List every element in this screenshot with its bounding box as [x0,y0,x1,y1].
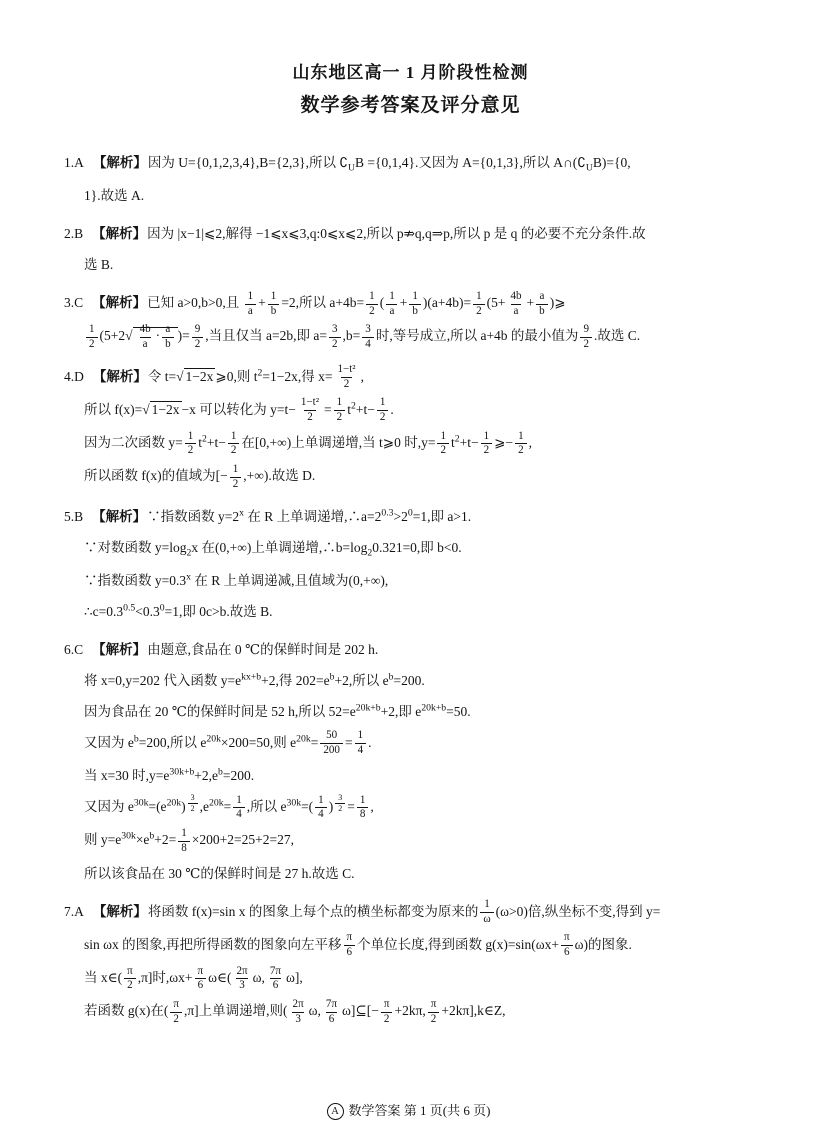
fraction: $\frac{50}{200}$ [320,729,343,758]
answer-line: 当 x=30 时$,y=e^{30k+b}+2,e^b=200$. [84,766,255,783]
fraction: $\frac{4b}{a}$ [510,289,522,317]
answer-item [64,147,757,211]
fraction: $\frac{4b}{a}$ [139,322,151,350]
fraction: $\frac{1}{2}$ [437,430,449,459]
fraction: $\frac{\text{1−t²}}{2}$ [337,363,356,390]
answer-line: 3.C 【解析】已知 a>0,b>0,且 $\frac{1}{a}$ + $\frac{1}{b}$ =2,所以 a+4b= $\frac{1}{2}$ ( $\frac{1}{a}$ + $\frac{1}{b}$ )(a+4b)= $\frac{1}{2}$ (5+ $\frac{4b}{a}$ + $\frac{a}{b}$ )⩾ [64,289,566,317]
fraction: $\frac{1}{2}$ [515,430,527,459]
fraction: $\frac{\pi}{6}$ [195,965,207,994]
answer-line: 6.C 【解析】由题意,食品在 0 ℃的保鲜时间是 202 h. [64,641,379,657]
answer-line: 因为二次函数 y= $\frac{1}{2}$ $t^2+t-$ $\frac{1}{2}$ 在[0,+∞)上单调递增,当 t⩾0 时,y= $\frac{1}{2}$ $t^2+t-$ $\frac{1}{2}$ ⩾− $\frac{1}{2}$ , [84,429,532,457]
fraction: $\frac{\pi}{6}$ [344,931,356,960]
fraction: $\frac{1}{8}$ [178,827,190,856]
analysis-tag: 【解析】 [92,903,147,919]
fraction: $\frac{1}{2}$ [228,430,240,459]
fraction: $\frac{3}{4}$ [362,323,374,352]
fraction: $\frac{1}{2}$ [481,430,493,459]
fraction: $\frac{1}{8}$ [357,794,369,823]
answer-number: 1.A [64,155,84,170]
answer-item [64,218,757,280]
answer-number: 6.C [64,641,84,657]
fraction: $\frac{a}{b}$ [162,323,174,352]
answer-line: 则 $y=e^{30k}\times e^b+2=$ $\frac{1}{8}$ ×200+2=25+2=27, [84,826,294,854]
edition-badge: A [327,1103,344,1120]
answer-line: 将 x=0,y=202 代入函数 $y=e^{kx+b}+2$,得 $202=e^b+2$,所以 $e^b=200$. [84,671,425,688]
answer-line: 所以 f(x)=√ 1−2x −x 可以转化为 y=t− $\frac{\text{1−t²}}{2}$ = $\frac{1}{2}$ $t^2+t-$ $\frac{1}{2}$ . [84,396,394,424]
fraction: $\frac{\pi}{2}$ [428,998,440,1027]
answer-line: 1.A 【解析】因为 U={0,1,2,3,4},B={2,3},所以 $∁_UB =\{0,1,4\}$.又因为 A={0,1,3},所以 $A\cap(∁_UB)=\{0$, [64,155,631,174]
fraction: $\frac{1}{2}$ [230,463,242,492]
document-subtitle: 数学参考答案及评分意见 [300,95,521,116]
answer-number: 3.C [64,295,84,311]
fraction: $\frac{1}{4}$ [355,729,367,758]
analysis-tag: 【解析】 [92,295,147,311]
answer-line: 选 B. [84,257,114,273]
fraction: $\frac{1}{2}$ [334,396,346,425]
answer-line: 当 x∈( $\frac{\pi}{2}$ ,π]时,ωx+ $\frac{\pi}{6}$ ω∈( $\frac{2\pi}{3}$ ω, $\frac{7\pi}{6}$ ω], [84,964,303,992]
fraction: $\frac{7\pi}{6}$ [269,964,282,992]
fraction: $\frac{1}{2}$ [473,290,485,319]
analysis-tag: 【解析】 [92,226,147,242]
footer-text: 数学答案 第 1 页(共 6 页) [348,1103,491,1118]
fraction: $\frac{1}{b}$ [268,290,280,319]
answer-item [64,634,757,889]
fraction: $\frac{1}{a}$ [386,290,398,319]
answer-line: $\frac{1}{2}$ (5+2√ $\frac{4b}{a}$ · $\frac{a}{b}$ )= $\frac{9}{2}$ ,当且仅当 a=2b,即 a= $\frac{3}{2}$ ,b= $\frac{3}{4}$ 时,等号成立,所以 a+4b 的最小值为 $\frac{9}{2}$ .故选 C. [84,320,757,353]
fraction: $\frac{1}{2}$ [377,396,389,425]
answer-line: ∵对数函数 $y=\log_2x$ 在(0,+∞)上单调递增$,\therefore b=\log_20.321=0$,即 b<0. [84,539,462,559]
fraction: $\frac{1}{a}$ [245,290,257,319]
analysis-tag: 【解析】 [92,368,147,384]
fraction: $\frac{\pi}{6}$ [561,931,573,960]
answer-line: sin ωx 的图象,再把所得函数的图象向左平移 $\frac{\pi}{6}$ 个单位长度,得到函数 g(x)=sin(ωx+ $\frac{\pi}{6}$ ω)的图象. [84,931,632,959]
fraction: $\frac{9}{2}$ [580,323,592,352]
analysis-tag: 【解析】 [92,508,147,524]
analysis-tag: 【解析】 [92,641,147,657]
fraction: $\frac{1}{\omega}$ [480,898,493,927]
fraction: $\frac{\text{1−t²}}{2}$ [300,396,320,424]
fraction: $\frac{1}{2}$ [366,290,378,319]
answer-line: 1}.故选 A. [84,188,145,204]
answer-line: 又因为 $e^{30k}=(e^{20k})$ $^{\frac{3}{2}}$ $,e^{20k}=$ $\frac{1}{4}$ ,所以 $e^{30k}=$( $\frac{1}{4}$ ) $^{\frac{3}{2}}$ = $\frac{1}{8}$ , [84,792,374,821]
answer-number: 4.D [64,368,84,384]
answers [64,147,757,1028]
answer-line: 4.D 【解析】令 t=√ 1−2x ⩾0,则 $t^2=1-2x$,得 x= $\frac{\text{1−t²}}{2}$ , [64,363,364,390]
fraction: $\frac{1}{2}$ [86,323,98,352]
fraction: $\frac{1}{b}$ [409,290,421,319]
sqrt-expression: √ $\frac{4b}{a}$ · $\frac{a}{b}$ [125,327,178,343]
answer-line: 2.B 【解析】因为 |x−1|⩽2,解得 −1⩽x⩽3,q:0⩽x⩽2,所以 p⇏q,q⇒p,所以 p 是 q 的必要不充分条件.故 [64,226,646,242]
fraction: $\frac{2\pi}{3}$ [292,997,304,1025]
fraction: $\frac{7\pi}{6}$ [325,997,338,1025]
answer-line: ∵指数函数 $y=0.3^x$ 在 R 上单调递减,且值域为(0,+∞), [84,571,389,588]
answer-number: 7.A [64,903,84,919]
fraction: $\frac{\pi}{2}$ [170,998,182,1027]
answer-line: 5.B 【解析】∵指数函数 $y=2^x$ 在 R 上单调递增$,\therefore a=2^{0.3}>2^0=1$,即 a>1. [64,507,472,524]
fraction: $\frac{3}{2}$ [329,323,341,352]
fraction: $\frac{\pi}{2}$ [124,965,136,994]
answer-number: 2.B [64,226,84,242]
answer-item [64,896,757,1029]
fraction: $\frac{\pi}{2}$ [381,998,393,1027]
fraction: $\frac{a}{b}$ [536,290,548,319]
answer-line: $\therefore c=0.3^{0.5}<0.3^0=1$,即 0c>b.故选 B. [84,602,273,619]
answer-number: 5.B [64,508,84,524]
answer-line: 又因为 $e^b=200$,所以 $e^{20k}\times 200=50$,则 $e^{20k}=$ $\frac{50}{200}$ = $\frac{1}{4}$ . [84,729,372,757]
fraction: $\frac{1}{4}$ [233,794,245,823]
answer-item [64,361,757,494]
fraction: 3 2 [335,793,345,814]
answer-line: 7.A 【解析】将函数 f(x)=sin x 的图象上每个点的横坐标都变为原来的 $\frac{1}{\omega}$ (ω>0)倍,纵坐标不变,得到 y= [64,898,661,925]
answer-item [64,287,757,353]
answer-line: 所以该食品在 30 ℃的保鲜时间是 27 h.故选 C. [84,865,355,881]
fraction: $\frac{1}{2}$ [185,430,197,459]
answer-line: 所以函数 f(x)的值域为[− $\frac{1}{2}$ ,+∞).故选 D. [84,462,316,490]
sqrt-expression: √ 1−2x [142,401,180,417]
fraction: $\frac{1}{4}$ [315,794,327,823]
sqrt-expression: √ 1−2x [176,368,214,384]
fraction: $\frac{2\pi}{3}$ [236,964,248,992]
document-title: 山东地区高一 1 月阶段性检测 [292,63,529,82]
fraction: $\frac{9}{2}$ [192,323,204,352]
answer-line: 因为食品在 20 ℃的保鲜时间是 52 h,所以 $52=e^{20k+b}+2$,即 $e^{20k+b}=50$. [84,702,471,719]
analysis-tag: 【解析】 [92,155,147,170]
answer-item [64,501,757,627]
fraction: 3 2 [188,793,198,814]
answer-line: 若函数 g(x)在( $\frac{\pi}{2}$ ,π]上单调递增,则( $\frac{2\pi}{3}$ ω, $\frac{7\pi}{6}$ ω]⊆[− $\frac{\pi}{2}$ +2kπ, $\frac{\pi}{2}$ +2kπ],k∈Z, [84,997,506,1025]
page-footer [0,1100,817,1120]
